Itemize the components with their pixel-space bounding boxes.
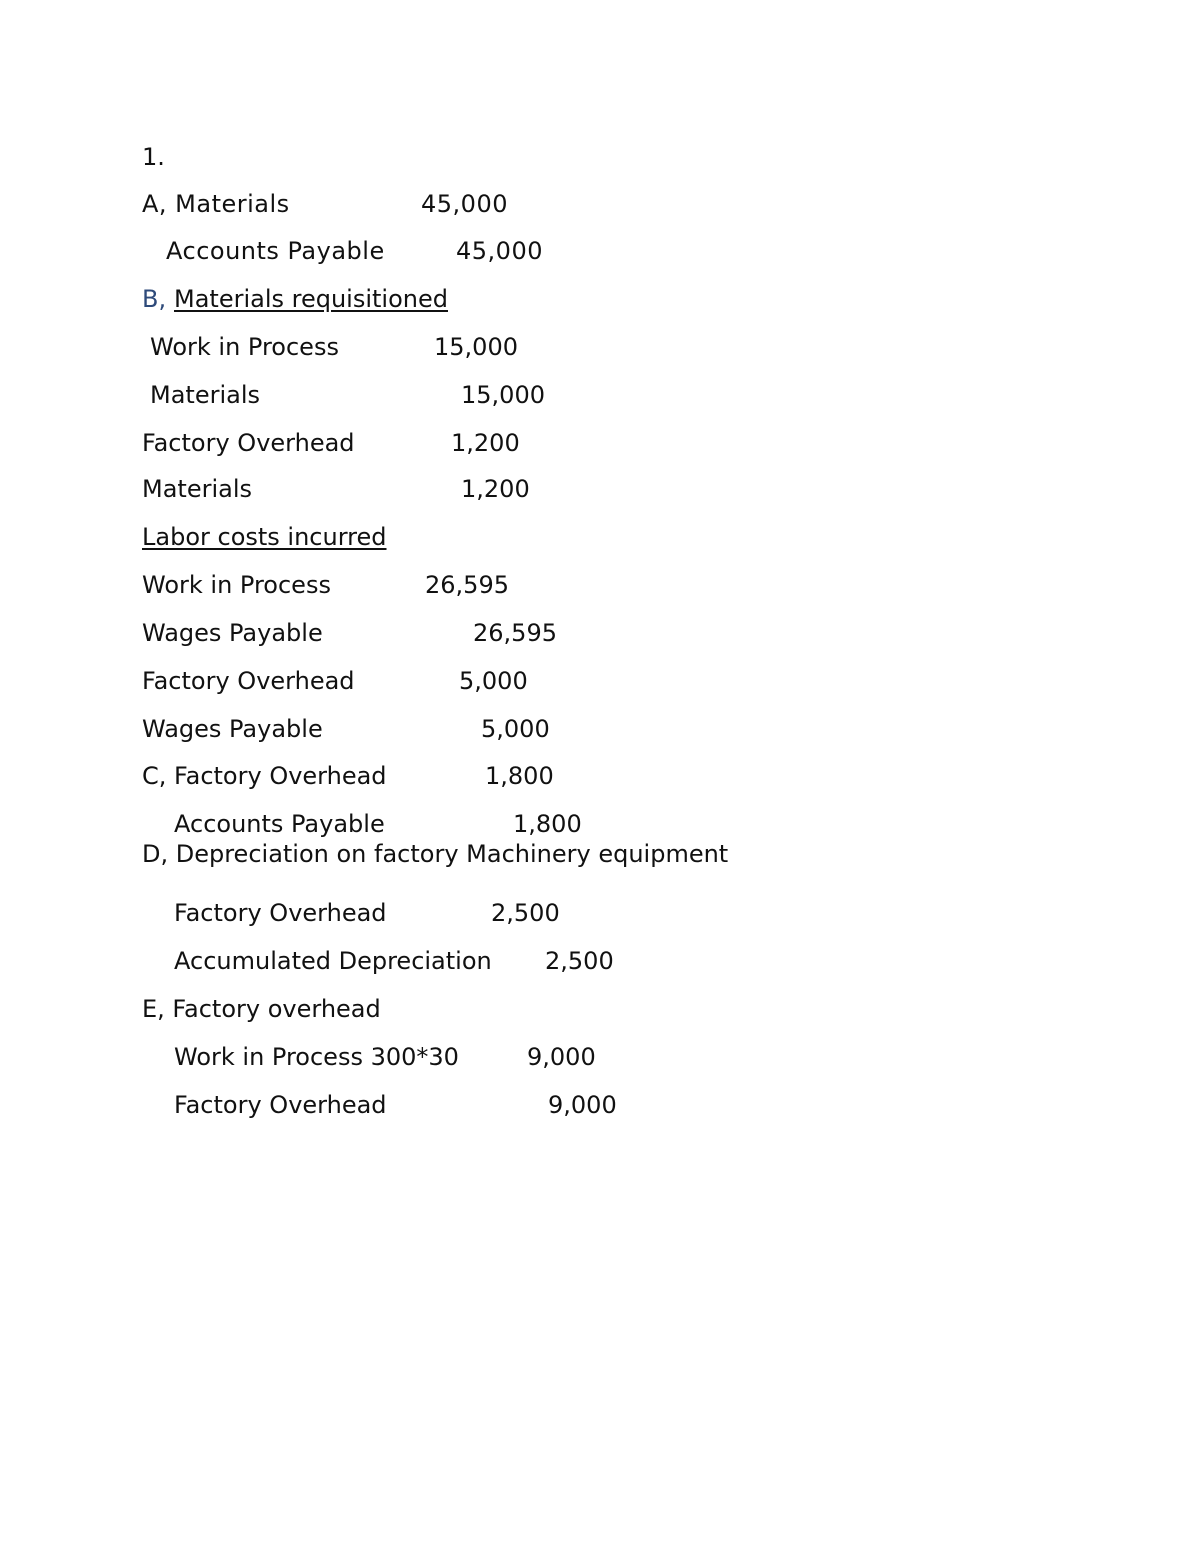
entry-b-materials2-label: Materials xyxy=(142,475,253,503)
labor-wages-amount: 26,595 xyxy=(473,619,557,647)
labor-wages-label: Wages Payable xyxy=(142,619,323,647)
entry-d-foh-amount: 2,500 xyxy=(491,899,560,927)
entry-e-foh-label: Factory Overhead xyxy=(174,1091,387,1119)
question-number: 1. xyxy=(142,143,165,171)
entry-e-heading: E, Factory overhead xyxy=(142,995,381,1023)
entry-a-debit-label: A, Materials xyxy=(142,190,290,218)
entry-d-accum-amount: 2,500 xyxy=(545,947,614,975)
entry-b-foh-label: Factory Overhead xyxy=(142,429,355,457)
entry-b-wip-amount: 15,000 xyxy=(434,333,518,361)
entry-c-foh-amount: 1,800 xyxy=(485,762,554,790)
entry-b-materials2-amount: 1,200 xyxy=(461,475,530,503)
labor-foh-label: Factory Overhead xyxy=(142,667,355,695)
labor-wip-label: Work in Process xyxy=(142,571,331,599)
entry-a-debit-amount: 45,000 xyxy=(421,190,508,218)
entry-d-heading: D, Depreciation on factory Machinery equipment xyxy=(142,840,729,868)
entry-e-wip-label: Work in Process 300*30 xyxy=(174,1043,459,1071)
labor-wip-amount: 26,595 xyxy=(425,571,509,599)
entry-e-foh-amount: 9,000 xyxy=(548,1091,617,1119)
labor-wages2-amount: 5,000 xyxy=(481,715,550,743)
entry-d-foh-label: Factory Overhead xyxy=(174,899,387,927)
entry-d-accum-label: Accumulated Depreciation xyxy=(174,947,492,975)
entry-b-materials-amount: 15,000 xyxy=(461,381,545,409)
entry-b-materials-label: Materials xyxy=(150,381,261,409)
entry-b-heading: Materials requisitioned xyxy=(174,285,448,313)
entry-e-wip-amount: 9,000 xyxy=(527,1043,596,1071)
labor-wages2-label: Wages Payable xyxy=(142,715,323,743)
entry-a-credit-amount: 45,000 xyxy=(456,237,543,265)
labor-foh-amount: 5,000 xyxy=(459,667,528,695)
entry-c-foh-label: C, Factory Overhead xyxy=(142,762,387,790)
labor-heading: Labor costs incurred xyxy=(142,523,387,551)
entry-b-prefix: B, xyxy=(142,285,167,313)
entry-b-foh-amount: 1,200 xyxy=(451,429,520,457)
entry-b-wip-label: Work in Process xyxy=(150,333,339,361)
entry-c-ap-amount: 1,800 xyxy=(513,810,582,838)
entry-a-credit-label: Accounts Payable xyxy=(166,237,385,265)
entry-c-ap-label: Accounts Payable xyxy=(174,810,385,838)
